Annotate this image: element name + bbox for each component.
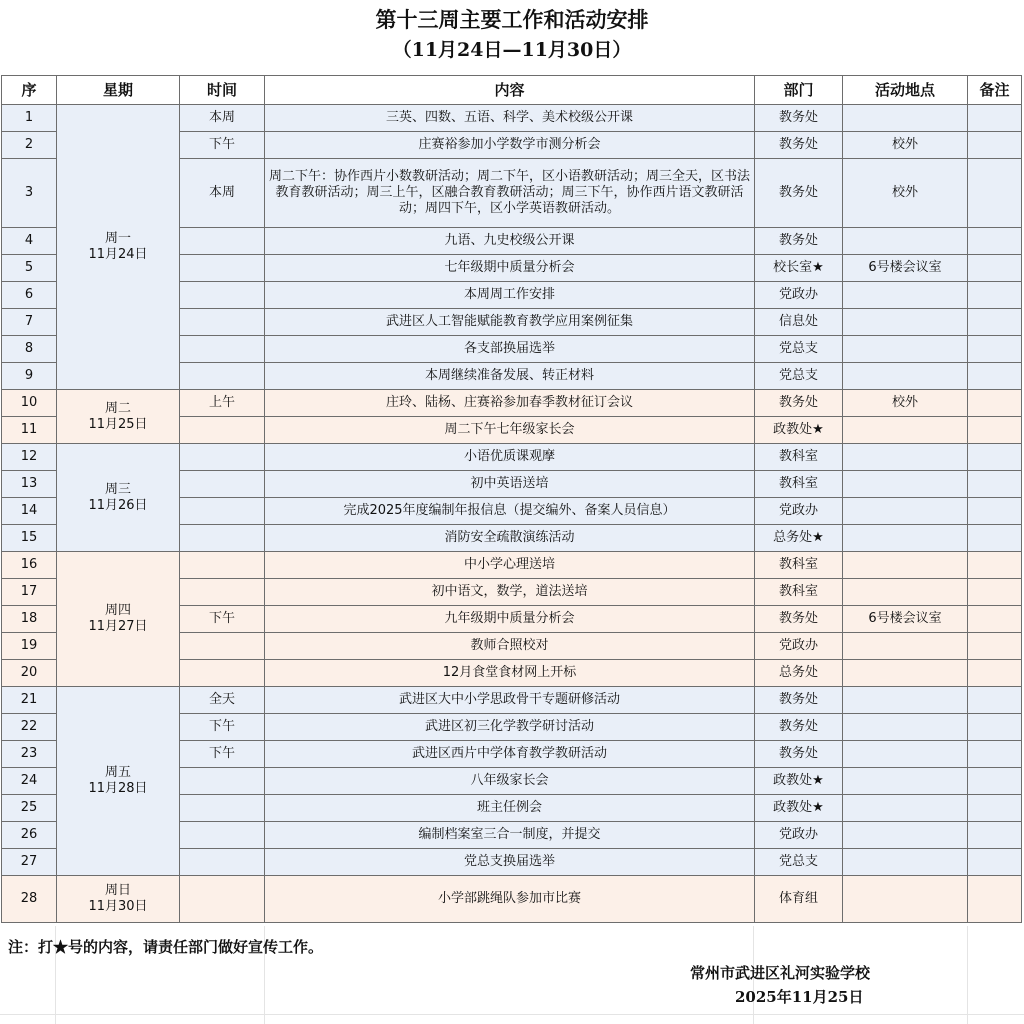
cell-content: 九语、九史校级公开课 (265, 228, 755, 255)
cell-content: 武进区大中小学思政骨干专题研修活动 (265, 687, 755, 714)
cell-time (180, 579, 265, 606)
cell-dept: 信息处 (755, 309, 843, 336)
cell-content: 三英、四数、五语、科学、美术校级公开课 (265, 105, 755, 132)
cell-time (180, 255, 265, 282)
cell-remark (968, 633, 1022, 660)
cell-time (180, 363, 265, 390)
cell-remark (968, 471, 1022, 498)
sheet-gridline (0, 1014, 1024, 1015)
day-name: 周二 (104, 400, 131, 416)
cell-seq: 19 (2, 633, 57, 660)
cell-remark (968, 363, 1022, 390)
cell-content: 九年级期中质量分析会 (265, 606, 755, 633)
cell-seq: 1 (2, 105, 57, 132)
day-name: 周三 (104, 481, 131, 497)
header-time: 时间 (180, 76, 265, 105)
day-date: 11月30日 (88, 899, 148, 914)
cell-seq: 22 (2, 714, 57, 741)
cell-time (180, 768, 265, 795)
cell-remark (968, 444, 1022, 471)
day-cell-tue (57, 390, 180, 444)
cell-content: 武进区初三化学教学研讨活动 (265, 714, 755, 741)
cell-dept: 教务处 (755, 687, 843, 714)
cell-time: 全天 (180, 687, 265, 714)
cell-location (843, 444, 968, 471)
cell-content: 小语优质课观摩 (265, 444, 755, 471)
cell-dept: 总务处 (755, 660, 843, 687)
cell-location (843, 687, 968, 714)
cell-seq: 2 (2, 132, 57, 159)
cell-location: 校外 (843, 132, 968, 159)
cell-remark (968, 417, 1022, 444)
cell-location (843, 849, 968, 876)
cell-seq: 27 (2, 849, 57, 876)
cell-dept: 教务处 (755, 132, 843, 159)
header-weekday: 星期 (57, 76, 180, 105)
cell-location: 校外 (843, 159, 968, 228)
cell-location (843, 633, 968, 660)
cell-remark (968, 309, 1022, 336)
day-date: 11月27日 (88, 619, 148, 634)
cell-content: 庄玲、陆杨、庄赛裕参加春季教材征订会议 (265, 390, 755, 417)
cell-seq: 15 (2, 525, 57, 552)
cell-location (843, 471, 968, 498)
cell-seq: 18 (2, 606, 57, 633)
cell-remark (968, 660, 1022, 687)
cell-location: 6号楼会议室 (843, 606, 968, 633)
cell-content: 周二下午七年级家长会 (265, 417, 755, 444)
table-row (2, 876, 1022, 923)
header-location: 活动地点 (843, 76, 968, 105)
cell-content: 武进区人工智能赋能教育教学应用案例征集 (265, 309, 755, 336)
cell-dept: 教务处 (755, 390, 843, 417)
cell-remark (968, 132, 1022, 159)
cell-remark (968, 390, 1022, 417)
cell-seq: 6 (2, 282, 57, 309)
cell-dept: 党政办 (755, 282, 843, 309)
cell-remark (968, 579, 1022, 606)
cell-seq: 23 (2, 741, 57, 768)
cell-seq: 16 (2, 552, 57, 579)
cell-seq: 28 (2, 876, 57, 923)
cell-time (180, 822, 265, 849)
cell-time (180, 471, 265, 498)
cell-remark (968, 768, 1022, 795)
cell-seq: 14 (2, 498, 57, 525)
table-row (2, 105, 1022, 132)
cell-time: 本周 (180, 105, 265, 132)
cell-dept: 校长室★ (755, 255, 843, 282)
cell-time (180, 417, 265, 444)
cell-location: 6号楼会议室 (843, 255, 968, 282)
cell-dept: 教科室 (755, 471, 843, 498)
cell-remark (968, 876, 1022, 923)
cell-time (180, 228, 265, 255)
cell-seq: 26 (2, 822, 57, 849)
cell-location (843, 795, 968, 822)
cell-dept: 政教处★ (755, 768, 843, 795)
schedule-table (1, 75, 1022, 923)
cell-remark (968, 228, 1022, 255)
cell-location (843, 309, 968, 336)
cell-remark (968, 105, 1022, 132)
table-row (2, 687, 1022, 714)
cell-content: 编制档案室三合一制度，并提交 (265, 822, 755, 849)
day-cell-sun (57, 876, 180, 923)
header-seq: 序 (2, 76, 57, 105)
cell-dept: 总务处★ (755, 525, 843, 552)
cell-content: 八年级家长会 (265, 768, 755, 795)
cell-location (843, 552, 968, 579)
header-dept: 部门 (755, 76, 843, 105)
cell-time (180, 795, 265, 822)
cell-dept: 教科室 (755, 444, 843, 471)
cell-seq: 12 (2, 444, 57, 471)
cell-seq: 13 (2, 471, 57, 498)
cell-content: 本周继续准备发展、转正材料 (265, 363, 755, 390)
cell-seq: 5 (2, 255, 57, 282)
day-date: 11月26日 (88, 497, 148, 513)
cell-seq: 3 (2, 159, 57, 228)
cell-location (843, 525, 968, 552)
cell-remark (968, 741, 1022, 768)
cell-time (180, 282, 265, 309)
cell-time: 下午 (180, 132, 265, 159)
cell-remark (968, 714, 1022, 741)
day-date: 11月28日 (88, 781, 148, 796)
cell-remark (968, 336, 1022, 363)
table-row (2, 552, 1022, 579)
day-name: 周五 (104, 765, 131, 780)
cell-content: 党总支换届选举 (265, 849, 755, 876)
header-content: 内容 (265, 76, 755, 105)
cell-location (843, 228, 968, 255)
cell-dept: 教务处 (755, 741, 843, 768)
day-cell-fri (57, 687, 180, 876)
cell-location (843, 105, 968, 132)
cell-time (180, 849, 265, 876)
cell-seq: 11 (2, 417, 57, 444)
cell-time: 下午 (180, 606, 265, 633)
cell-content: 班主任例会 (265, 795, 755, 822)
cell-time (180, 309, 265, 336)
cell-remark (968, 606, 1022, 633)
footer-note: 注：打★号的内容，请责任部门做好宣传工作。 (8, 938, 324, 956)
cell-time: 上午 (180, 390, 265, 417)
cell-dept: 教科室 (755, 552, 843, 579)
cell-dept: 教务处 (755, 606, 843, 633)
cell-seq: 21 (2, 687, 57, 714)
cell-time: 下午 (180, 714, 265, 741)
page-title: 第十三周主要工作和活动安排 (375, 7, 649, 32)
day-cell-wed (57, 444, 180, 552)
cell-location (843, 579, 968, 606)
cell-time (180, 552, 265, 579)
cell-content: 小学部跳绳队参加市比赛 (265, 876, 755, 923)
cell-remark (968, 795, 1022, 822)
day-date: 11月24日 (88, 247, 148, 262)
school-name: 常州市武进区礼河实验学校 (690, 964, 871, 982)
cell-dept: 党政办 (755, 822, 843, 849)
cell-remark (968, 525, 1022, 552)
cell-dept: 党总支 (755, 336, 843, 363)
cell-content: 七年级期中质量分析会 (265, 255, 755, 282)
cell-content: 12月食堂食材网上开标 (265, 660, 755, 687)
header-row (2, 76, 1022, 105)
cell-dept: 教科室 (755, 579, 843, 606)
cell-remark (968, 849, 1022, 876)
cell-seq: 24 (2, 768, 57, 795)
cell-content: 初中英语送培 (265, 471, 755, 498)
cell-seq: 17 (2, 579, 57, 606)
cell-content: 教师合照校对 (265, 633, 755, 660)
page-subtitle: （11月24日—11月30日） (392, 39, 632, 61)
cell-location: 校外 (843, 390, 968, 417)
cell-content: 初中语文，数学，道法送培 (265, 579, 755, 606)
cell-location (843, 363, 968, 390)
cell-time (180, 444, 265, 471)
cell-content: 武进区西片中学体育教学教研活动 (265, 741, 755, 768)
cell-remark (968, 687, 1022, 714)
cell-content: 各支部换届选举 (265, 336, 755, 363)
cell-time (180, 498, 265, 525)
cell-time (180, 660, 265, 687)
day-date: 11月25日 (88, 416, 148, 432)
cell-remark (968, 282, 1022, 309)
cell-dept: 教务处 (755, 714, 843, 741)
cell-dept: 党政办 (755, 633, 843, 660)
cell-time (180, 876, 265, 923)
cell-dept: 党总支 (755, 363, 843, 390)
cell-time: 本周 (180, 159, 265, 228)
cell-location (843, 336, 968, 363)
cell-location (843, 282, 968, 309)
cell-time (180, 633, 265, 660)
table-row (2, 444, 1022, 471)
cell-seq: 7 (2, 309, 57, 336)
cell-remark (968, 159, 1022, 228)
cell-dept: 党总支 (755, 849, 843, 876)
issue-date: 2025年11月25日 (735, 988, 864, 1006)
cell-dept: 党政办 (755, 498, 843, 525)
cell-location (843, 714, 968, 741)
cell-seq: 8 (2, 336, 57, 363)
cell-content: 消防安全疏散演练活动 (265, 525, 755, 552)
cell-dept: 体育组 (755, 876, 843, 923)
table-row (2, 390, 1022, 417)
cell-seq: 20 (2, 660, 57, 687)
day-name: 周一 (104, 231, 131, 246)
cell-dept: 教务处 (755, 228, 843, 255)
cell-seq: 25 (2, 795, 57, 822)
cell-content: 周二下午：协作西片小数教研活动；周二下午，区小语教研活动；周三全天，区书法教育教研活动；周三上午，区融合教育教研活动；周三下午，协作西片语文教研活动；周四下午，区小学英语教研活动。 (265, 159, 755, 228)
cell-time (180, 336, 265, 363)
header-remark: 备注 (968, 76, 1022, 105)
cell-location (843, 741, 968, 768)
cell-location (843, 822, 968, 849)
cell-remark (968, 822, 1022, 849)
cell-dept: 教务处 (755, 159, 843, 228)
day-name: 周日 (104, 883, 131, 898)
day-cell-mon (57, 105, 180, 390)
cell-remark (968, 498, 1022, 525)
cell-dept: 教务处 (755, 105, 843, 132)
cell-location (843, 768, 968, 795)
cell-time: 下午 (180, 741, 265, 768)
cell-seq: 9 (2, 363, 57, 390)
cell-location (843, 876, 968, 923)
cell-location (843, 498, 968, 525)
cell-seq: 10 (2, 390, 57, 417)
cell-dept: 政教处★ (755, 795, 843, 822)
cell-location (843, 417, 968, 444)
cell-seq: 4 (2, 228, 57, 255)
cell-time (180, 525, 265, 552)
day-cell-thu (57, 552, 180, 687)
cell-content: 中小学心理送培 (265, 552, 755, 579)
cell-content: 庄赛裕参加小学数学市测分析会 (265, 132, 755, 159)
cell-content: 完成2025年度编制年报信息（提交编外、备案人员信息） (265, 498, 755, 525)
cell-remark (968, 552, 1022, 579)
day-name: 周四 (104, 603, 131, 618)
cell-remark (968, 255, 1022, 282)
cell-content: 本周周工作安排 (265, 282, 755, 309)
sheet-gridline (967, 926, 968, 1024)
cell-location (843, 660, 968, 687)
cell-dept: 政教处★ (755, 417, 843, 444)
